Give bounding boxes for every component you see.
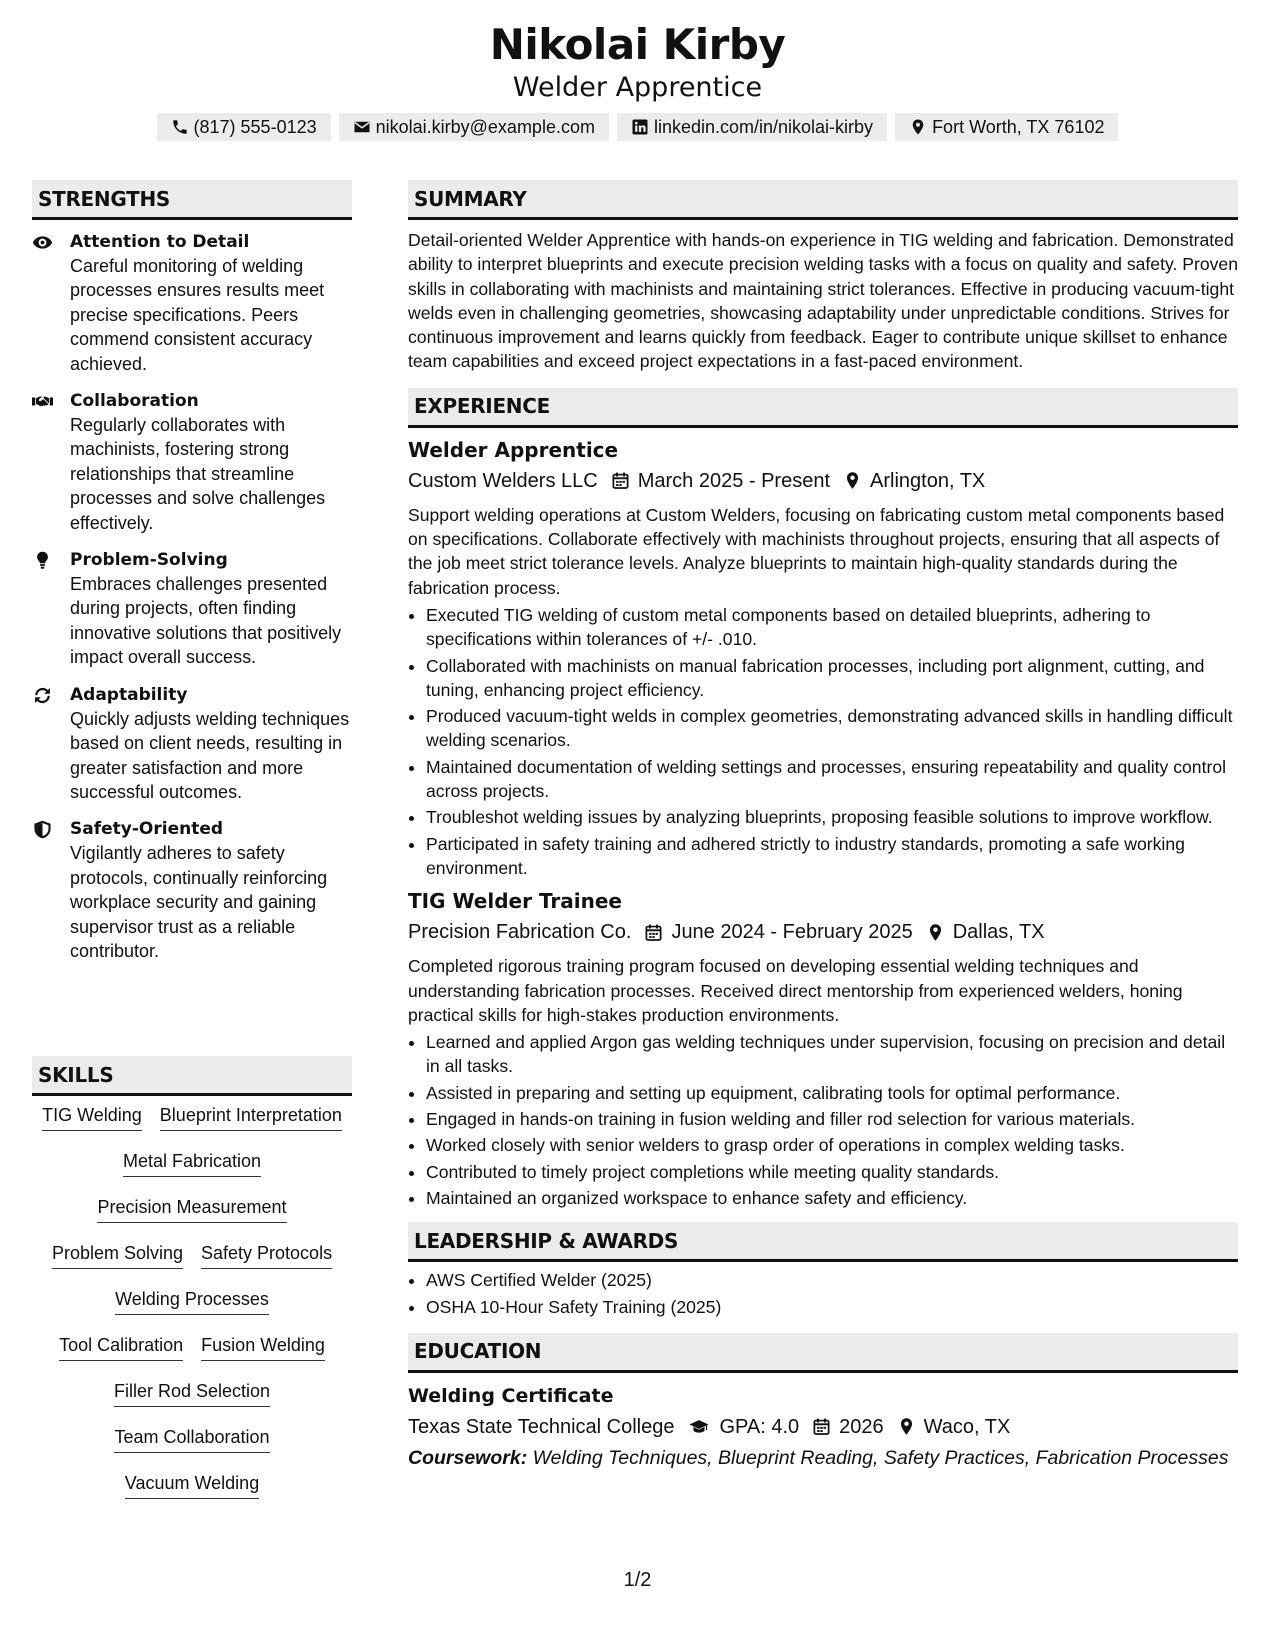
shield-icon <box>32 820 53 839</box>
skill-tag: TIG Welding <box>42 1102 142 1131</box>
degree-title: Welding Certificate <box>408 1384 614 1407</box>
skill-tag: Vacuum Welding <box>125 1470 259 1499</box>
linkedin-icon <box>631 118 649 136</box>
skills-list <box>32 1102 352 1516</box>
email-icon <box>353 118 371 136</box>
contact-linkedin[interactable] <box>617 113 887 141</box>
strength-title: Collaboration <box>70 391 199 412</box>
skills-section <box>32 1056 352 1516</box>
location-icon <box>843 471 862 490</box>
skill-tag: Filler Rod Selection <box>114 1378 270 1407</box>
job-bullet: • Assisted in preparing and setting up equipment, calibrating tools for optimal performance. <box>426 1081 1238 1105</box>
job-bullet: • Maintained an organized workspace to enhance safety and efficiency. <box>426 1186 1238 1210</box>
coursework-list: Welding Techniques, Blueprint Reading, Safety Practices, Fabrication Processes <box>532 1446 1229 1469</box>
award-item: • AWS Certified Welder (2025) <box>426 1268 1238 1292</box>
eye-icon <box>32 233 53 252</box>
strength-desc: Vigilantly adheres to safety protocols, continually reinforcing workplace security and gaining supervisor trust as a reliable contributor. <box>70 843 328 961</box>
gpa: GPA: 4.0 <box>719 1415 800 1438</box>
skills-heading: SKILLS <box>32 1056 352 1096</box>
job-bullet: • Engaged in hands-on training in fusion welding and filler rod selection for various materials. <box>426 1107 1238 1131</box>
strength-item <box>32 817 352 963</box>
phone-icon <box>171 118 189 136</box>
school-name: Texas State Technical College <box>408 1415 675 1438</box>
strengths-list <box>32 230 352 963</box>
job-description: Support welding operations at Custom Welders, focusing on fabricating custom metal components based on specifications. Collaborate effectively with machinists throughout projects, ensuring that all aspects of the job meet strict tolerance levels. Analyze blueprints to maintain high-quality standards during the fabrication process. <box>408 504 1225 598</box>
strength-title: Attention to Detail <box>70 232 250 252</box>
lightbulb-icon <box>32 551 53 570</box>
strength-desc: Careful monitoring of welding processes ensures results meet precise specifications. Peers commend consistent accuracy achieved. <box>70 256 325 374</box>
job-title: TIG Welder Trainee <box>408 889 622 914</box>
strength-desc: Regularly collaborates with machinists, fostering strong relationships that streamline processes and solve challenges effectively. <box>70 415 326 533</box>
job-company: Custom Welders LLC <box>408 469 598 492</box>
job-bullet: • Produced vacuum-tight welds in complex geometries, demonstrating advanced skills in handling difficult welding scenarios. <box>426 704 1238 753</box>
job-bullet: • Contributed to timely project completions while meeting quality standards. <box>426 1160 1238 1184</box>
skill-tag: Problem Solving <box>52 1240 183 1269</box>
calendar-icon <box>812 1417 831 1436</box>
education-heading: EDUCATION <box>408 1333 1238 1373</box>
job-meta <box>408 918 1238 946</box>
job-entry <box>408 437 1238 880</box>
job-location: Arlington, TX <box>870 469 986 492</box>
job-bullets <box>408 1030 1238 1210</box>
job-dates: March 2025 - Present <box>637 469 831 492</box>
job-dates: June 2024 - February 2025 <box>671 921 913 944</box>
strength-item <box>32 683 352 805</box>
job-company: Precision Fabrication Co. <box>408 921 632 944</box>
refresh-icon <box>32 686 53 705</box>
contact-email-text: nikolai.kirby@example.com <box>375 116 595 137</box>
right-column <box>408 180 1238 1470</box>
job-bullet: • Maintained documentation of welding settings and processes, ensuring repeatability and quality control across projects. <box>426 755 1238 804</box>
job-bullet: • Executed TIG welding of custom metal components based on detailed blueprints, adhering to specifications within tolerances of +/- .010. <box>426 603 1238 652</box>
education-location: Waco, TX <box>923 1415 1011 1438</box>
handshake-icon <box>32 392 53 411</box>
contact-phone-text: (817) 555-0123 <box>193 116 317 137</box>
job-bullets <box>408 603 1238 880</box>
strength-title: Adaptability <box>70 684 188 705</box>
contact-linkedin-text: linkedin.com/in/nikolai-kirby <box>653 116 874 137</box>
candidate-name: Nikolai Kirby <box>489 20 786 69</box>
skill-tag: Precision Measurement <box>97 1194 286 1223</box>
left-column <box>32 180 352 1493</box>
graduation-year: 2026 <box>839 1415 884 1438</box>
contact-location[interactable] <box>895 113 1118 141</box>
awards-heading: LEADERSHIP & AWARDS <box>408 1222 1238 1262</box>
contact-bar <box>0 113 1275 141</box>
job-description: Completed rigorous training program focused on developing essential welding techniques and understanding fabrication processes. Received direct mentorship from experienced welders, honing practical skills for high-stakes production environments. <box>408 956 1183 1025</box>
strength-item <box>32 548 352 670</box>
contact-email[interactable] <box>339 113 609 141</box>
job-bullet: • Collaborated with machinists on manual fabrication processes, including port alignment, cutting, and tuning, enhancing project efficiency. <box>426 654 1238 703</box>
contact-phone[interactable] <box>157 113 331 141</box>
skill-tag: Welding Processes <box>115 1286 269 1315</box>
job-bullet: • Learned and applied Argon gas welding techniques under supervision, focusing on precision and detail in all tasks. <box>426 1030 1238 1079</box>
strength-title: Safety-Oriented <box>70 819 224 840</box>
coursework-label: Coursework: <box>408 1446 528 1469</box>
awards-list <box>408 1268 1238 1319</box>
graduation-cap-icon <box>687 1417 711 1436</box>
strength-desc: Quickly adjusts welding techniques based on client needs, resulting in greater satisfaction and more successful outcomes. <box>70 708 350 802</box>
job-bullet: • Participated in safety training and adhered strictly to industry standards, promoting a safe working environment. <box>426 832 1238 881</box>
skill-tag: Tool Calibration <box>59 1332 183 1361</box>
strengths-heading: STRENGTHS <box>32 180 352 220</box>
skill-tag: Safety Protocols <box>201 1240 332 1269</box>
contact-location-text: Fort Worth, TX 76102 <box>932 116 1105 137</box>
calendar-icon <box>644 923 663 942</box>
coursework <box>408 1446 1238 1471</box>
education-meta <box>408 1413 1238 1441</box>
skill-tag: Fusion Welding <box>201 1332 325 1361</box>
strength-title: Problem-Solving <box>70 550 228 571</box>
page-number: 1/2 <box>623 1569 652 1591</box>
skill-tag: Metal Fabrication <box>123 1148 261 1177</box>
award-item: • OSHA 10-Hour Safety Training (2025) <box>426 1295 1238 1319</box>
skill-tag: Team Collaboration <box>114 1424 269 1453</box>
location-icon <box>909 118 927 136</box>
strength-item <box>32 389 352 535</box>
strength-item <box>32 230 352 376</box>
skill-tag: Blueprint Interpretation <box>160 1102 342 1131</box>
strength-desc: Embraces challenges presented during projects, often finding innovative solutions that positively impact overall success. <box>70 574 342 668</box>
summary-heading: SUMMARY <box>408 180 1238 220</box>
job-title: Welder Apprentice <box>408 437 619 462</box>
calendar-icon <box>611 471 630 490</box>
summary-text: Detail-oriented Welder Apprentice with hands-on experience in TIG welding and fabrication. Demonstrated ability to interpret blueprints and execute precision welding tasks with a focus on quality and safety. Proven skills in collaborating with machinists and maintaining strict tolerances. Effective in producing vacuum-tight welds even in challenging geometries, showcasing adaptability under unpredictable conditions. Strives for continuous improvement and learns quickly from feedback. Eager to contribute unique skillset to enhance team capabilities and exceed project expectations in a fast-paced environment. <box>408 230 1238 372</box>
experience-heading: EXPERIENCE <box>408 388 1238 428</box>
job-location: Dallas, TX <box>952 921 1045 944</box>
location-icon <box>897 1417 916 1436</box>
location-icon <box>926 923 945 942</box>
job-bullet: • Troubleshot welding issues by analyzing blueprints, proposing feasible solutions to improve workflow. <box>426 805 1238 829</box>
job-entry <box>408 888 1238 1210</box>
candidate-role: Welder Apprentice <box>512 72 763 103</box>
job-meta <box>408 467 1238 495</box>
job-bullet: • Worked closely with senior welders to grasp order of operations in complex welding tasks. <box>426 1133 1238 1157</box>
